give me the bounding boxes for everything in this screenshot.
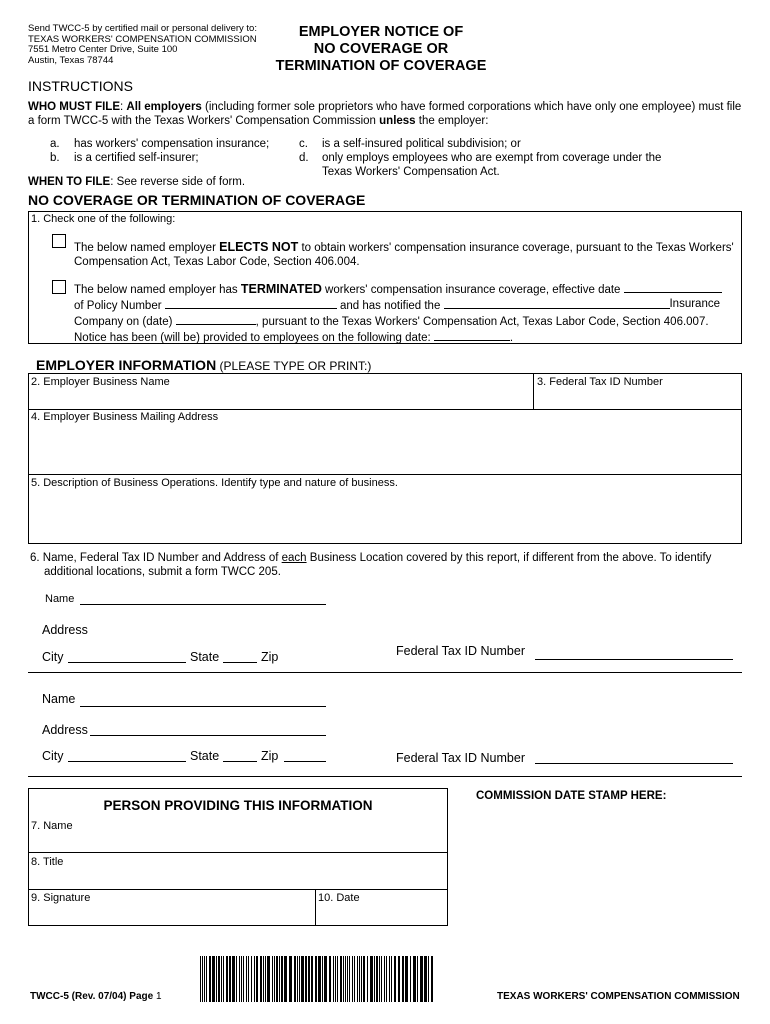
location1-state-label: State [190, 650, 220, 664]
barcode-bar [376, 956, 378, 1002]
barcode-bar [379, 956, 380, 1002]
barcode-bar [236, 956, 237, 1002]
location2-zip-field[interactable] [284, 761, 326, 762]
list-item-continued: Texas Workers' Compensation Act. [322, 166, 500, 178]
barcode-bar [274, 956, 275, 1002]
barcode-bar [279, 956, 280, 1002]
instructions-heading: INSTRUCTIONS [28, 78, 133, 94]
barcode-bar [349, 956, 350, 1002]
form-id-text: TWCC-5 (Rev. 07/04) Page [30, 991, 156, 1002]
barcode-bar [343, 956, 344, 1002]
divider [28, 409, 742, 410]
mailing-address-field[interactable] [30, 425, 740, 472]
unless-text: unless [379, 115, 416, 127]
barcode-bar [260, 956, 262, 1002]
mail-to-text: Send TWCC-5 by certified mail or personal delivery to: [28, 23, 257, 34]
street-address: 7551 Metro Center Drive, Suite 100 [28, 44, 178, 56]
barcode-bar [212, 956, 215, 1002]
barcode-bar [254, 956, 255, 1002]
divider [28, 776, 742, 777]
barcode-bar [345, 956, 346, 1002]
opt1-a: The below named employer [74, 242, 220, 254]
f6-b: Business Location covered by this report, if different from the above. To identify [306, 552, 712, 564]
location1-city-field[interactable] [68, 662, 186, 663]
location2-name-label: Name [42, 692, 76, 706]
opt2-f: Company on (date) [74, 316, 173, 328]
divider [28, 852, 448, 853]
who-must-file [28, 100, 748, 128]
location2-address-label: Address [42, 723, 88, 737]
date-label: 10. Date [318, 892, 360, 904]
person-title-field[interactable] [30, 870, 446, 887]
barcode-bar [389, 956, 390, 1002]
opt2-h: Notice has been (will be) provided to employees on the following date: [74, 332, 431, 344]
divider [315, 889, 316, 926]
signature-label: 9. Signature [31, 892, 91, 904]
notice-date-field[interactable] [434, 329, 510, 341]
form-id [30, 991, 162, 1002]
title-line-2: NO COVERAGE OR [313, 41, 449, 57]
barcode-bar [357, 956, 358, 1002]
barcode-bar [284, 956, 287, 1002]
barcode-bar [204, 956, 205, 1002]
barcode-bar [281, 956, 283, 1002]
mailing-address-label: 4. Employer Business Mailing Address [31, 411, 219, 423]
operations-field[interactable] [30, 491, 740, 542]
opt2-e: Insurance [669, 298, 720, 310]
location2-name-field[interactable] [80, 706, 326, 707]
location2-state-label: State [190, 749, 220, 763]
list-letter: a. [50, 138, 60, 150]
location2-city-field[interactable] [68, 761, 186, 762]
barcode-bar [297, 956, 298, 1002]
when-text: : See reverse side of form. [110, 176, 246, 188]
barcode-bar [243, 956, 244, 1002]
barcode-bar [226, 956, 228, 1002]
person-heading: PERSON PROVIDING THIS INFORMATION [103, 798, 373, 813]
location2-city-label: City [42, 749, 64, 763]
barcode-bar [308, 956, 310, 1002]
barcode-bar [391, 956, 392, 1002]
business-name-label: 2. Employer Business Name [31, 376, 170, 388]
employer-heading-text: EMPLOYER INFORMATION [36, 357, 217, 373]
agency-name: TEXAS WORKERS' COMPENSATION COMMISSION [28, 33, 257, 45]
barcode-bar [417, 956, 418, 1002]
barcode-bar [206, 956, 207, 1002]
list-item: is a self-insured political subdivision; or [322, 138, 521, 150]
barcode-bar [413, 956, 416, 1002]
check-prompt: 1. Check one of the following: [31, 213, 176, 225]
divider [28, 889, 448, 890]
business-name-field[interactable] [30, 390, 530, 407]
barcode-bar [305, 956, 307, 1002]
who-label: WHO MUST FILE [28, 101, 120, 113]
option-terminated [74, 281, 744, 345]
insurance-company-field[interactable] [444, 297, 670, 309]
list-item: has workers' compensation insurance; [74, 138, 270, 150]
f6-each: each [281, 552, 307, 564]
barcode-bar [267, 956, 270, 1002]
barcode-bar [265, 956, 266, 1002]
who-colon: : [120, 101, 127, 113]
person-title-label: 8. Title [31, 856, 64, 868]
option-elects-not [74, 240, 744, 269]
f6-c: additional locations, submit a form TWCC 205. [44, 566, 281, 578]
barcode-bar [381, 956, 382, 1002]
barcode-bar [251, 956, 252, 1002]
barcode-bar [359, 956, 360, 1002]
opt1-b: to obtain workers' compensation insurance coverage, pursuant to the Texas Workers' [298, 242, 734, 254]
who-text-1: (including former sole proprietors who have formed corporations which have only one employee) must file [201, 101, 742, 113]
barcode-bar [431, 956, 433, 1002]
barcode-bar [232, 956, 235, 1002]
barcode-bar [322, 956, 323, 1002]
mailing-address-block [28, 24, 268, 66]
notified-date-field[interactable] [176, 313, 256, 325]
location1-zip-label: Zip [261, 650, 279, 664]
location2-zip-label: Zip [261, 749, 279, 763]
barcode-bar [370, 956, 373, 1002]
barcode-bar [398, 956, 400, 1002]
tax-id-label: 3. Federal Tax ID Number [537, 376, 663, 388]
barcode-bar [241, 956, 242, 1002]
all-employers: All employers [126, 101, 202, 113]
employer-heading-note: (PLEASE TYPE OR PRINT:) [216, 359, 372, 373]
barcode-bar [200, 956, 201, 1002]
barcode-bar [223, 956, 224, 1002]
barcode-image [200, 956, 436, 1002]
barcode-bar [386, 956, 387, 1002]
list-item: only employs employees who are exempt from coverage under the [322, 152, 662, 164]
effective-date-field[interactable] [624, 281, 722, 293]
when-to-file [28, 175, 245, 189]
barcode-bar [428, 956, 429, 1002]
barcode-bar [263, 956, 264, 1002]
barcode-bar [384, 956, 385, 1002]
location1-tax-id-label: Federal Tax ID Number [396, 644, 525, 658]
coverage-heading: NO COVERAGE OR TERMINATION OF COVERAGE [28, 192, 366, 208]
footer-agency: TEXAS WORKERS' COMPENSATION COMMISSION [497, 991, 740, 1002]
location1-name-label: Name [45, 593, 75, 605]
page-number: 1 [155, 991, 162, 1002]
barcode-bar [352, 956, 353, 1002]
barcode-bar [221, 956, 222, 1002]
person-name-field[interactable] [30, 834, 446, 851]
barcode-bar [374, 956, 375, 1002]
divider [533, 373, 534, 409]
divider [28, 672, 742, 673]
terminated-checkbox[interactable] [52, 280, 66, 294]
who-text-3: the employer: [415, 115, 489, 127]
barcode-bar [318, 956, 321, 1002]
list-letter: c. [299, 138, 308, 150]
when-label: WHEN TO FILE [28, 176, 111, 188]
location2-address-field[interactable] [90, 735, 326, 736]
barcode-bar [248, 956, 249, 1002]
barcode-bar [361, 956, 362, 1002]
barcode-bar [289, 956, 292, 1002]
barcode-bar [294, 956, 296, 1002]
date-stamp-label: COMMISSION DATE STAMP HERE: [476, 790, 667, 802]
barcode-bar [301, 956, 304, 1002]
location1-name-field[interactable] [80, 604, 326, 605]
list-item [50, 151, 60, 165]
barcode-bar [239, 956, 240, 1002]
policy-number-field[interactable] [165, 297, 337, 309]
location1-city-label: City [42, 650, 64, 664]
opt2-b: workers' compensation insurance coverage, effective date [321, 284, 621, 296]
barcode-bar [340, 956, 342, 1002]
location2-tax-id-field[interactable] [535, 763, 733, 764]
opt2-d: and has notified the [339, 300, 441, 312]
barcode-bar [405, 956, 408, 1002]
list-item [50, 137, 60, 151]
location2-tax-id-label: Federal Tax ID Number [396, 751, 525, 765]
list-item: is a certified self-insurer; [74, 152, 199, 164]
location1-state-field[interactable] [223, 662, 257, 663]
barcode-bar [329, 956, 331, 1002]
barcode-bar [246, 956, 247, 1002]
barcode-bar [335, 956, 336, 1002]
barcode-bar [424, 956, 427, 1002]
barcode-bar [272, 956, 273, 1002]
elects-not-checkbox[interactable] [52, 234, 66, 248]
barcode-bar [333, 956, 334, 1002]
barcode-bar [216, 956, 217, 1002]
opt2-bold: TERMINATED [240, 282, 322, 296]
barcode-bar [354, 956, 355, 1002]
barcode-bar [337, 956, 338, 1002]
opt1-c: Compensation Act, Texas Labor Code, Section 406.004. [74, 256, 360, 268]
barcode-bar [363, 956, 365, 1002]
barcode-bar [402, 956, 404, 1002]
tax-id-field[interactable] [536, 390, 740, 407]
who-text-2: a form TWCC-5 with the Texas Workers' Compensation Commission [28, 115, 380, 127]
opt2-dot: . [509, 332, 514, 344]
signature-field[interactable] [30, 906, 313, 924]
divider [28, 474, 742, 475]
barcode-bar [347, 956, 348, 1002]
barcode-bar [276, 956, 278, 1002]
barcode-bar [324, 956, 327, 1002]
barcode-bar [202, 956, 203, 1002]
barcode-bar [410, 956, 411, 1002]
barcode-bar [218, 956, 220, 1002]
opt2-g: , pursuant to the Texas Workers' Compensation Act, Texas Labor Code, Section 406.007. [255, 316, 709, 328]
title-line-3: TERMINATION OF COVERAGE [275, 58, 487, 74]
person-name-label: 7. Name [31, 820, 73, 832]
location2-state-field[interactable] [223, 761, 257, 762]
barcode-bar [229, 956, 231, 1002]
form-title [262, 24, 500, 75]
opt2-c: of Policy Number [74, 300, 162, 312]
list-item [299, 151, 309, 165]
barcode-bar [315, 956, 317, 1002]
f6-a: 6. Name, Federal Tax ID Number and Address of [30, 552, 282, 564]
barcode-bar [394, 956, 396, 1002]
barcode-bar [311, 956, 313, 1002]
title-line-1: EMPLOYER NOTICE OF [298, 24, 464, 40]
opt2-a: The below named employer has [74, 284, 241, 296]
list-item [299, 137, 308, 151]
city-address: Austin, Texas 78744 [28, 54, 114, 66]
location1-address-label: Address [42, 623, 88, 637]
date-field[interactable] [317, 906, 446, 924]
barcode-bar [256, 956, 258, 1002]
barcode-bar [209, 956, 211, 1002]
barcode-bar [420, 956, 423, 1002]
operations-label: 5. Description of Business Operations. Identify type and nature of business. [31, 477, 398, 489]
barcode-bar [367, 956, 368, 1002]
opt1-bold: ELECTS NOT [219, 240, 299, 254]
list-letter: d. [299, 152, 309, 164]
location1-tax-id-field[interactable] [535, 659, 733, 660]
barcode-bar [299, 956, 300, 1002]
list-letter: b. [50, 152, 60, 164]
locations-instructions [30, 551, 750, 579]
